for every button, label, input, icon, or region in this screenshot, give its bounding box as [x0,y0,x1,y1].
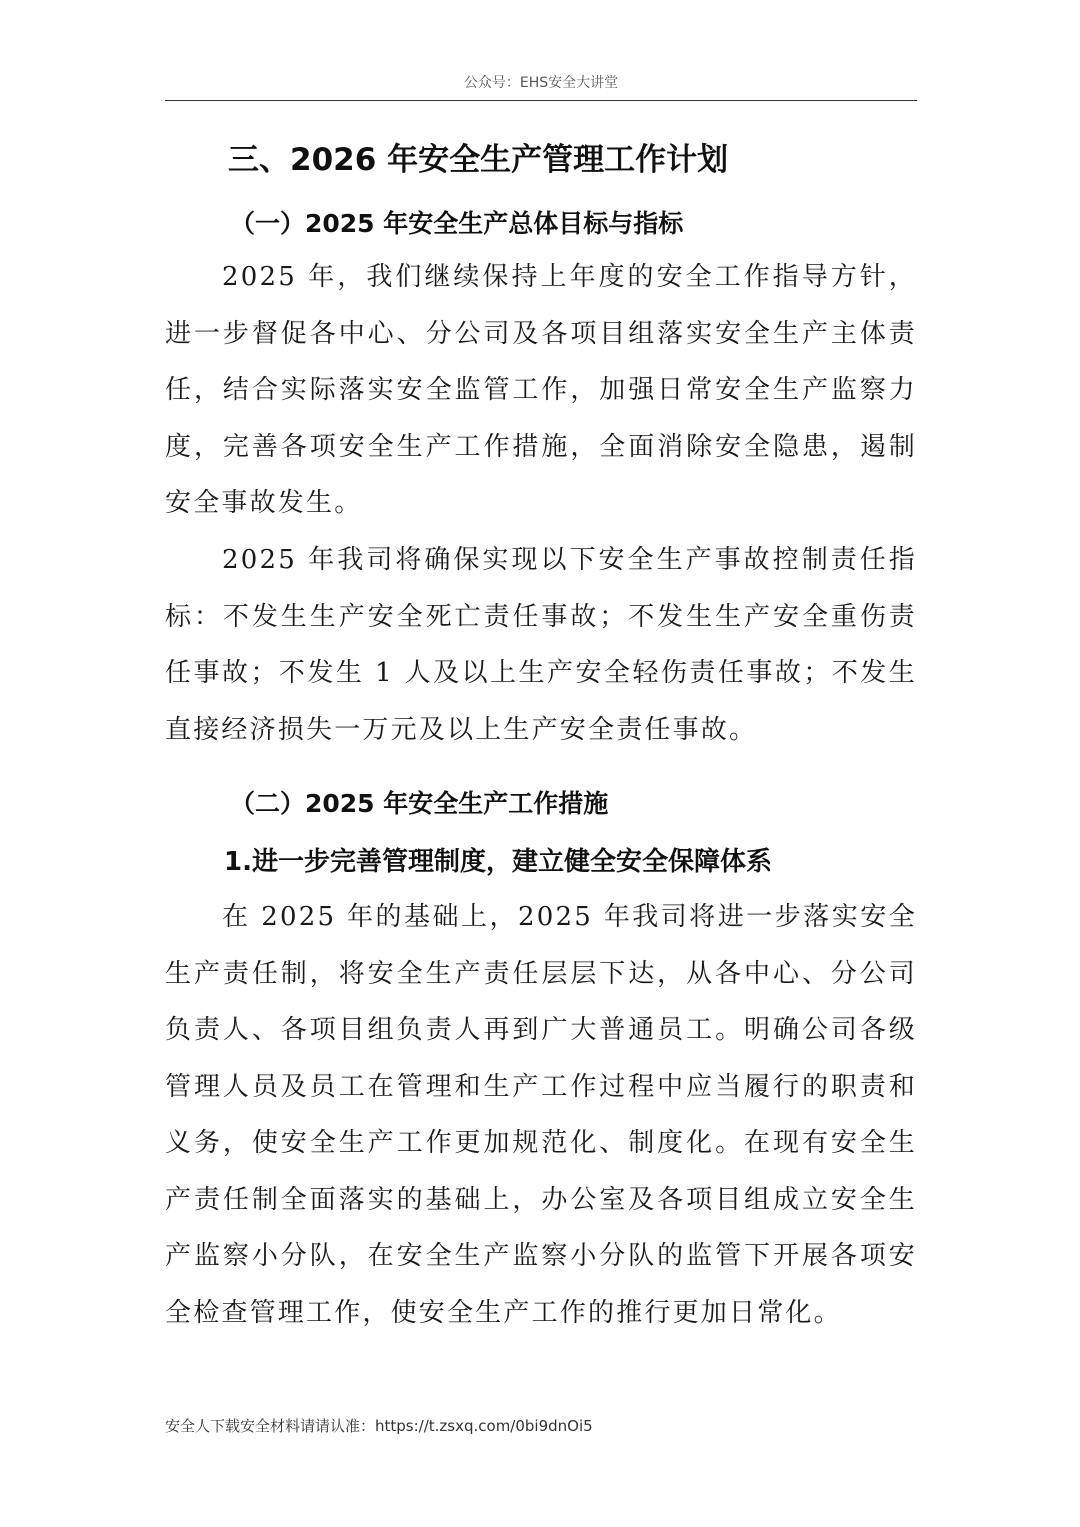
section-1-paragraph-2: 2025 年我司将确保实现以下安全生产事故控制责任指标：不发生生产安全死亡责任事故；不发生生产安全重伤责任事故；不发生 1 人及以上生产安全轻伤责任事故；不发生直接经济损失一万元及以上生产安全责任事故。 [165,545,917,745]
section-1-paragraph-1: 2025 年，我们继续保持上年度的安全工作指导方针，进一步督促各中心、分公司及各项目组落实安全生产主体责任，结合实际落实安全监管工作，加强日常安全生产监察力度，完善各项安全生产工作措施，全面消除安全隐患，遏制安全事故发生。 [165,262,917,518]
section-2-title: （二）2025 年安全生产工作措施 [230,789,609,818]
subsection-1-title: 1.进一步完善管理制度，建立健全安全保障体系 [224,847,772,877]
page-header: 公众号：EHS安全大讲堂 [165,66,917,101]
section-1-title: （一）2025 年安全生产总体目标与指标 [230,209,684,238]
subsection-1-paragraph: 在 2025 年的基础上，2025 年我司将进一步落实安全生产责任制，将安全生产责任层层下达，从各中心、分公司负责人、各项目组负责人再到广大普通员工。明确公司各级管理人员及员工在管理和生产工作过程中应当履行的职责和义务，使安全生产工作更加规范化、制度化。在现有安全生产责任制全面落实的基础上，办公室及各项目组成立安全生产监察小分队，在安全生产监察小分队的监管下开展各项安全检查管理工作，使安全生产工作的推行更加日常化。 [165,902,917,1328]
main-heading: 三、2026 年安全生产管理工作计划 [228,142,729,178]
page-footer: 安全人下载安全材料请请认准：https://t.zsxq.com/0bi9dnOi5 [165,1417,593,1435]
